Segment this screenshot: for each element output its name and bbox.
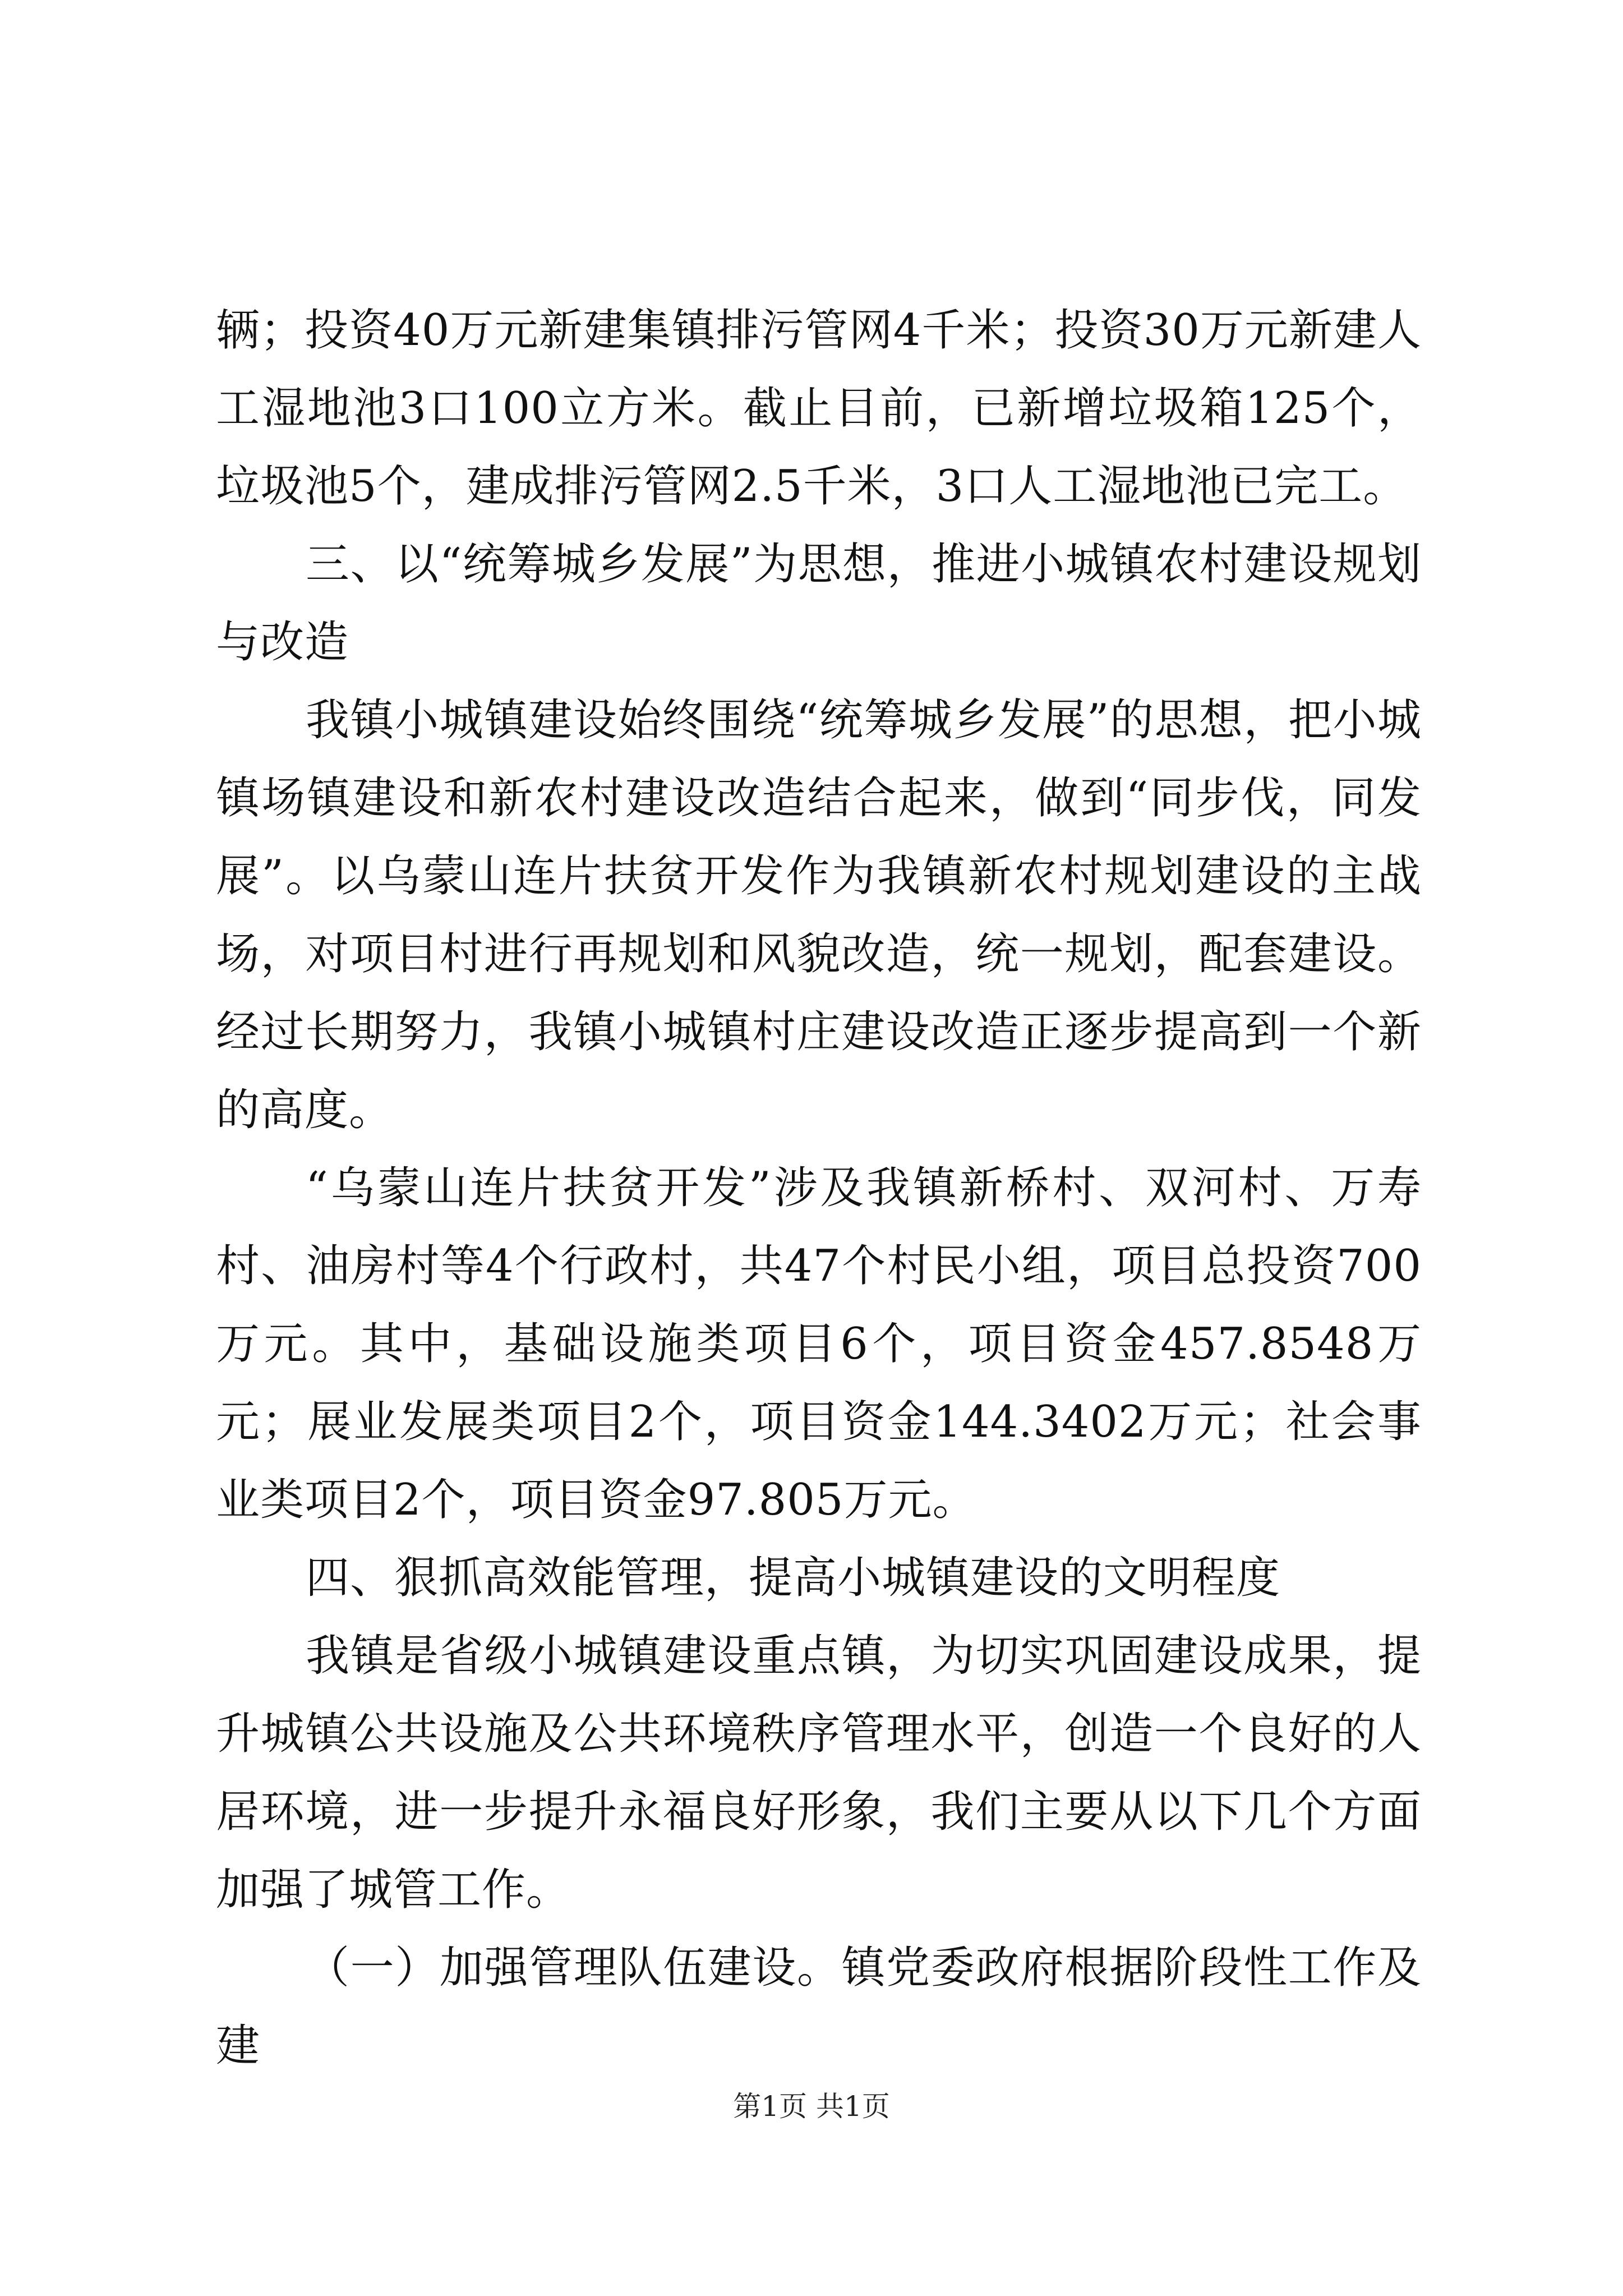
paragraph: 我镇小城镇建设始终围绕“统筹城乡发展”的思想，把小城镇场镇建设和新农村建设改造结合起来，做到“同步伐，同发展”。以乌蒙山连片扶贫开发作为我镇新农村规划建设的主战场，对项目村进行再规划和风貌改造，统一规划，配套建设。经过长期努力，我镇小城镇村庄建设改造正逐步提高到一个新的高度。 xyxy=(216,695,1422,1135)
paragraph: 我镇是省级小城镇建设重点镇，为切实巩固建设成果，提升城镇公共设施及公共环境秩序管理水平，创造一个良好的人居环境，进一步提升永福良好形象，我们主要从以下几个方面加强了城管工作。 xyxy=(216,1631,1422,1915)
paragraph-continuation: 辆；投资40万元新建集镇排污管网4千米；投资30万元新建人工湿地池3口100立方米。截止目前，已新增垃圾箱125个，垃圾池5个，建成排污管网2.5千米，3口人工湿地池已完工。 xyxy=(216,305,1422,512)
page-footer: 第1页 共1页 xyxy=(733,2090,890,2123)
paragraph: “乌蒙山连片扶贫开发”涉及我镇新桥村、双河村、万寿村、油房村等4个行政村，共47个村民小组，项目总投资700万元。其中，基础设施类项目6个，项目资金457.8548万元；展业发展类项目2个，项目资金144.3402万元；社会事业类项目2个，项目资金97.805万元。 xyxy=(216,1163,1422,1525)
section-heading-4: 四、狠抓高效能管理，提高小城镇建设的文明程度 xyxy=(306,1553,1281,1603)
document-body xyxy=(216,292,1422,2085)
section-heading-3: 三、以“统筹城乡发展”为思想，推进小城镇农村建设规划与改造 xyxy=(216,539,1422,668)
paragraph-subsection: （一）加强管理队伍建设。镇党委政府根据阶段性工作及建 xyxy=(216,1943,1422,2071)
